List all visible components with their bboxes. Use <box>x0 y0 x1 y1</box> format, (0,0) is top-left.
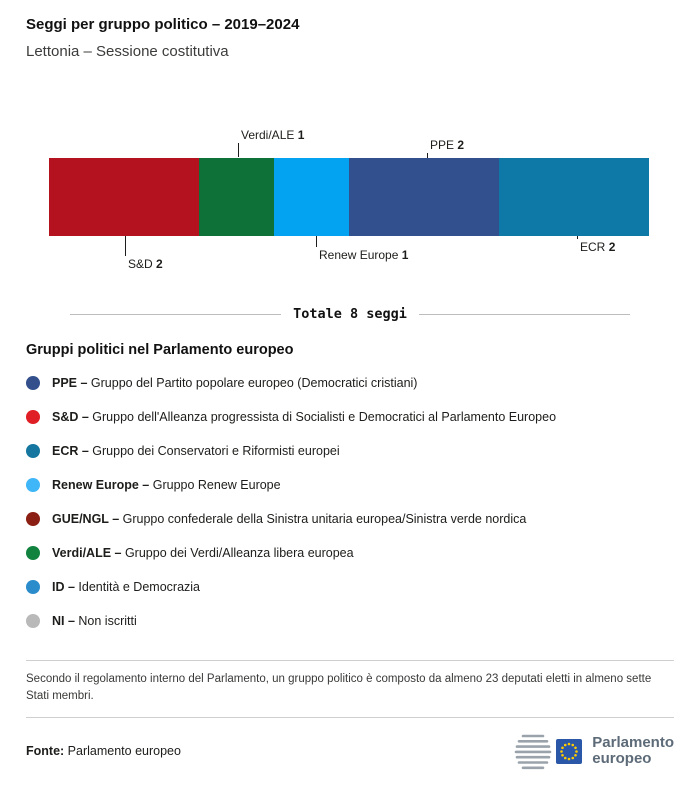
legend-item-label: ECR – Gruppo dei Conservatori e Riformisti europei <box>52 444 340 458</box>
header <box>0 0 700 60</box>
legend-color-dot <box>26 546 40 560</box>
callout-connector-line <box>125 236 126 256</box>
legend-color-dot <box>26 512 40 526</box>
total-seats-label: Totale 8 seggi <box>293 306 407 322</box>
legend-color-dot <box>26 444 40 458</box>
source-line <box>26 744 181 758</box>
callout-connector-line <box>238 143 239 157</box>
callout-label: Verdi/ALE 1 <box>241 128 305 142</box>
legend-item-s-d <box>26 400 674 434</box>
legend-item-ppe <box>26 366 674 400</box>
legend-item-verdi-ale <box>26 536 674 570</box>
divider <box>26 717 674 718</box>
legend-item-label: PPE – Gruppo del Partito popolare europeo (Democratici cristiani) <box>52 376 418 390</box>
logo-wordmark: Parlamento europeo <box>592 734 674 768</box>
callout-label: S&D 2 <box>128 257 163 271</box>
divider-line <box>70 314 281 315</box>
legend-color-dot <box>26 580 40 594</box>
legend-item-id <box>26 570 674 604</box>
hemicycle-flag-icon <box>513 730 583 772</box>
bar-segment-s-d[interactable] <box>49 158 199 236</box>
divider <box>26 660 674 661</box>
seat-chart <box>49 116 649 294</box>
callout-renew-europe <box>316 236 408 263</box>
legend-item-label: ID – Identità e Democrazia <box>52 580 200 594</box>
european-parliament-logo <box>513 730 674 772</box>
bar-segment-ppe[interactable] <box>349 158 499 236</box>
seat-bar <box>49 158 649 236</box>
legend-item-label: Verdi/ALE – Gruppo dei Verdi/Alleanza libera europea <box>52 546 354 560</box>
legend-item-label: S&D – Gruppo dell'Alleanza progressista di Socialisti e Democratici al Parlamento Europeo <box>52 410 557 424</box>
callout-ecr <box>577 236 615 255</box>
legend-item-label: Renew Europe – Gruppo Renew Europe <box>52 478 281 492</box>
legend-item-renew-europe <box>26 468 674 502</box>
divider-line <box>419 314 630 315</box>
source-label: Fonte: <box>26 744 65 759</box>
bar-segment-renew-europe[interactable] <box>274 158 349 236</box>
callout-verdi-ale <box>238 127 304 157</box>
legend-color-dot <box>26 478 40 492</box>
footnote-text: Secondo il regolamento interno del Parlamento, un gruppo politico è composto da almeno 23 deputati eletti in almeno sette Stati membri. <box>26 673 652 702</box>
source-value: Parlamento europeo <box>67 744 181 759</box>
legend-item-label: GUE/NGL – Gruppo confederale della Sinistra unitaria europea/Sinistra verde nordica <box>52 512 527 526</box>
callout-connector-line <box>316 236 317 247</box>
legend-item-ecr <box>26 434 674 468</box>
callout-label: ECR 2 <box>580 240 616 254</box>
footer <box>26 730 674 772</box>
total-seats-divider <box>70 306 630 322</box>
legend-item-label: NI – Non iscritti <box>52 614 137 628</box>
page-subtitle: Lettonia – Sessione costitutiva <box>26 43 229 60</box>
callout-sd <box>125 236 163 272</box>
callout-label: PPE 2 <box>430 138 465 152</box>
legend-color-dot <box>26 410 40 424</box>
legend-color-dot <box>26 614 40 628</box>
bar-segment-ecr[interactable] <box>499 158 649 236</box>
callout-ppe <box>427 137 464 159</box>
callout-label: Renew Europe 1 <box>319 248 409 262</box>
legend-item-gue-ngl <box>26 502 674 536</box>
legend-item-ni <box>26 604 674 638</box>
page-title: Seggi per gruppo politico – 2019–2024 <box>26 16 300 33</box>
legend-list <box>26 366 674 638</box>
bar-segment-verdi-ale[interactable] <box>199 158 274 236</box>
legend-heading: Gruppi politici nel Parlamento europeo <box>26 342 294 358</box>
legend-color-dot <box>26 376 40 390</box>
